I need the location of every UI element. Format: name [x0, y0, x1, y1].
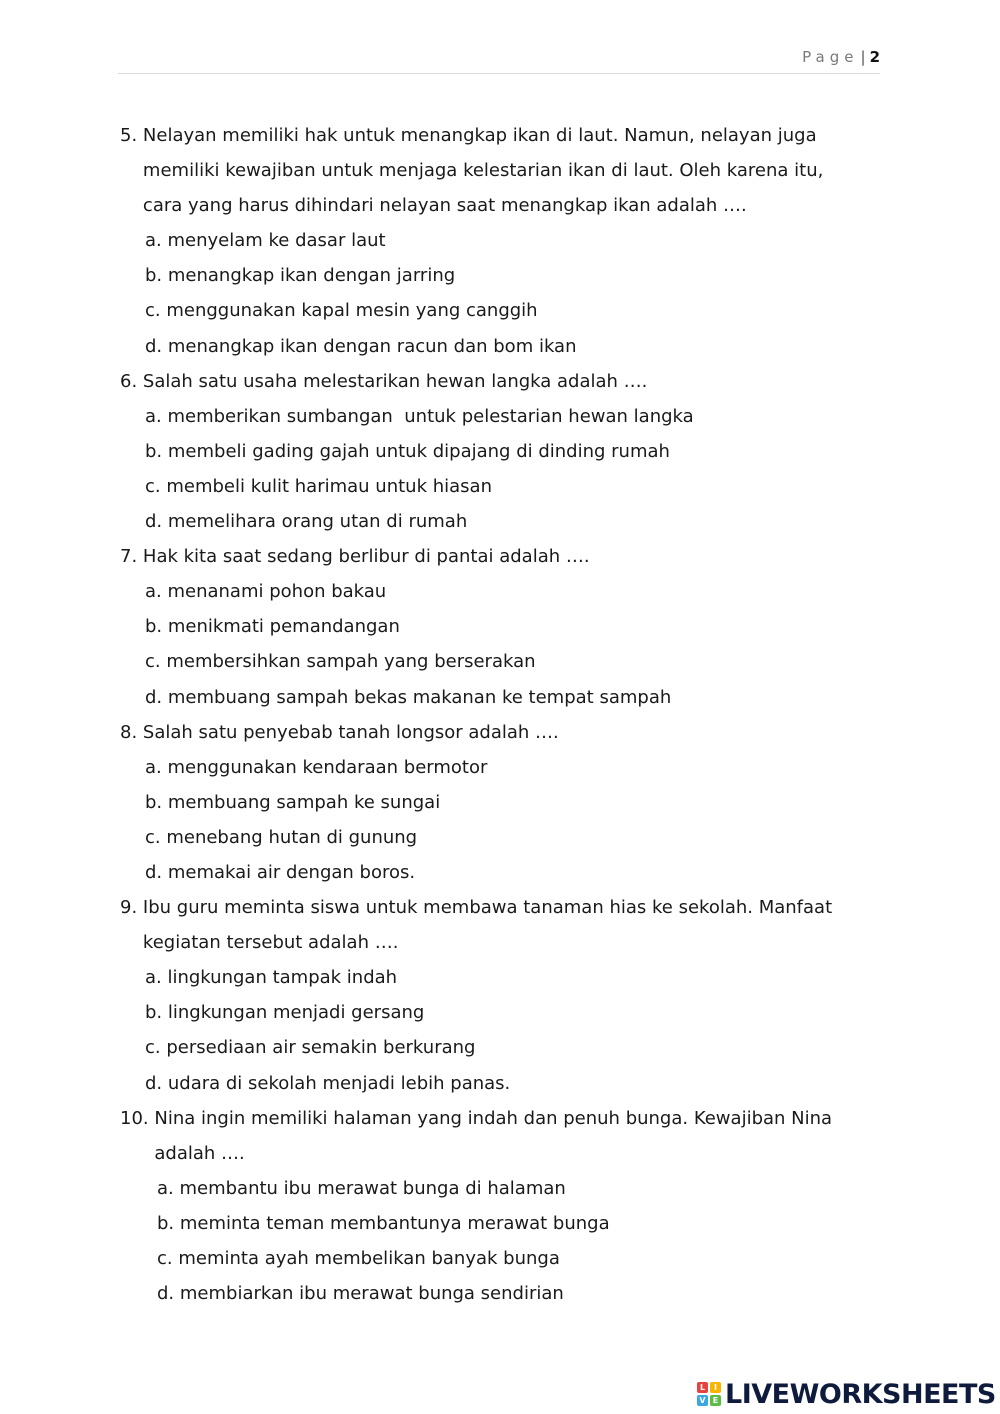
option-c: c. menebang hutan di gunung	[145, 826, 418, 848]
option-d: d. memakai air dengan boros.	[145, 861, 416, 883]
page-label: Page	[802, 48, 859, 66]
question-5	[120, 118, 860, 364]
option-c: c. membeli kulit harimau untuk hiasan	[145, 475, 492, 497]
question-text: Nina ingin memiliki halaman yang indah dan penuh bunga. Kewajiban Nina adalah ….	[154, 1107, 833, 1164]
option-d: d. membuang sampah bekas makanan ke tempat sampah	[145, 686, 672, 708]
question-9	[120, 890, 860, 1101]
option-a: a. menggunakan kendaraan bermotor	[145, 756, 488, 778]
option-a: a. memberikan sumbangan untuk pelestarian hewan langka	[145, 405, 694, 427]
question-text: Salah satu penyebab tanah longsor adalah ….	[142, 721, 559, 743]
logo-mark-icon	[697, 1382, 721, 1406]
option-b: b. menangkap ikan dengan jarring	[145, 265, 456, 287]
question-10	[120, 1101, 860, 1312]
question-text: Ibu guru meminta siswa untuk membawa tanaman hias ke sekolah. Manfaat kegiatan tersebut adalah ….	[142, 897, 833, 954]
option-c: c. persediaan air semakin berkurang	[145, 1037, 476, 1059]
question-number: 10.	[120, 1107, 149, 1129]
question-number: 9.	[120, 897, 138, 919]
option-b: b. membuang sampah ke sungai	[145, 791, 441, 813]
logo-letter: I	[710, 1382, 721, 1393]
option-a: a. membantu ibu merawat bunga di halaman	[157, 1177, 566, 1199]
question-text: Salah satu usaha melestarikan hewan langka adalah ….	[142, 370, 648, 392]
option-b: b. lingkungan menjadi gersang	[145, 1002, 425, 1024]
option-b: b. membeli gading gajah untuk dipajang di dinding rumah	[145, 440, 670, 462]
option-d: d. memelihara orang utan di rumah	[145, 511, 468, 533]
page-separator: |	[860, 48, 866, 66]
header-rule	[118, 73, 880, 74]
question-7	[120, 539, 860, 714]
option-c: c. meminta ayah membelikan banyak bunga	[157, 1248, 560, 1269]
page-header	[802, 48, 880, 66]
logo-text: LIVEWORKSHEETS	[725, 1378, 996, 1410]
option-b: b. menikmati pemandangan	[145, 616, 400, 638]
question-number: 5.	[120, 125, 138, 146]
option-d: d. membiarkan ibu merawat bunga sendirian	[157, 1283, 564, 1305]
page-number: 2	[869, 48, 880, 66]
question-text: Nelayan memiliki hak untuk menangkap ikan di laut. Namun, nelayan juga memiliki kewajiban untuk menjaga kelestarian ikan di laut. Oleh karena itu, cara yang harus dihindari nelayan saat menangkap ikan adalah ….	[142, 125, 824, 217]
logo-letter: V	[697, 1395, 708, 1406]
option-b: b. meminta teman membantunya merawat bunga	[157, 1212, 610, 1234]
liveworksheets-logo	[697, 1374, 996, 1414]
question-number: 8.	[120, 721, 138, 743]
option-a: a. lingkungan tampak indah	[145, 967, 398, 989]
question-list	[120, 118, 860, 1311]
option-d: d. udara di sekolah menjadi lebih panas.	[145, 1072, 511, 1094]
option-a: a. menyelam ke dasar laut	[145, 230, 386, 252]
logo-letter: L	[697, 1382, 708, 1393]
question-8	[120, 715, 860, 890]
option-c: c. membersihkan sampah yang berserakan	[145, 651, 536, 673]
option-a: a. menanami pohon bakau	[145, 581, 387, 603]
question-number: 6.	[120, 370, 138, 392]
option-c: c. menggunakan kapal mesin yang canggih	[145, 300, 538, 322]
question-number: 7.	[120, 546, 138, 568]
option-d: d. menangkap ikan dengan racun dan bom ikan	[145, 335, 577, 357]
logo-letter: E	[710, 1395, 721, 1406]
question-text: Hak kita saat sedang berlibur di pantai adalah ….	[142, 546, 590, 568]
question-6	[120, 364, 860, 539]
